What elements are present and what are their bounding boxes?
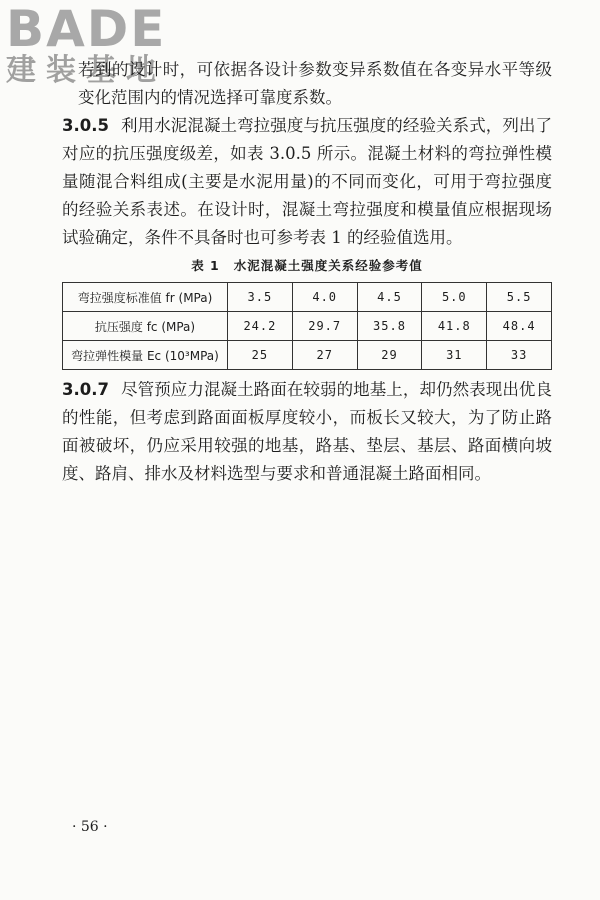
page-content [62, 56, 552, 488]
paragraph-intro: 若到的设计时，可依据各设计参数变异系数值在各变异水平等级变化范围内的情况选择可靠度系数。 [78, 60, 552, 107]
table-row [63, 283, 552, 312]
table-title: 水泥混凝土强度关系经验参考值 [233, 258, 423, 273]
section-3-0-7 [62, 376, 552, 488]
row-label: 弯拉强度标准值 fr (MPa) [63, 283, 228, 312]
section-text: 尽管预应力混凝土路面在较弱的地基上，却仍然表现出优良的性能，但考虑到路面面板厚度较小，而板长又较大，为了防止路面被破坏，仍应采用较强的地基，路基、垫层、基层、路面横向坡度、路肩、排水及材料选型与要求和普通混凝土路面相同。 [62, 380, 552, 483]
table-cell: 29 [357, 341, 422, 370]
table-cell: 27 [292, 341, 357, 370]
table-caption [62, 256, 552, 274]
table-cell: 33 [487, 341, 552, 370]
table-cell: 41.8 [422, 312, 487, 341]
table-cell: 4.0 [292, 283, 357, 312]
watermark-logo-latin: BADE [6, 0, 167, 58]
section-text: 利用水泥混凝土弯拉强度与抗压强度的经验关系式，列出了对应的抗压强度级差，如表 3.0.5 所示。混凝土材料的弯拉弹性模量随混合料组成(主要是水泥用量)的不同而变化，可用于弯拉强度的经验关系表述。在设计时，混凝土弯拉强度和模量值应根据现场试验确定，条件不具备时也可参考表 1 的经验值选用。 [62, 116, 552, 247]
row-label: 抗压强度 fc (MPa) [63, 312, 228, 341]
watermark-logo-chinese: 建装基地 [6, 53, 166, 88]
table-cell: 4.5 [357, 283, 422, 312]
table-cell: 29.7 [292, 312, 357, 341]
table-cell: 3.5 [228, 283, 293, 312]
page-number: · 56 · [72, 819, 108, 835]
table-cell: 35.8 [357, 312, 422, 341]
table-row [63, 312, 552, 341]
section-number: 3.0.7 [62, 380, 109, 399]
table-cell: 5.5 [487, 283, 552, 312]
section-number: 3.0.5 [62, 116, 109, 135]
table-cell: 24.2 [228, 312, 293, 341]
strength-table [62, 282, 552, 370]
table-cell: 48.4 [487, 312, 552, 341]
row-label: 弯拉弹性模量 Ec (10³MPa) [63, 341, 228, 370]
table-cell: 25 [228, 341, 293, 370]
table-row [63, 341, 552, 370]
table-cell: 31 [422, 341, 487, 370]
section-3-0-5 [62, 112, 552, 252]
table-cell: 5.0 [422, 283, 487, 312]
table-number: 表 1 [191, 258, 220, 273]
